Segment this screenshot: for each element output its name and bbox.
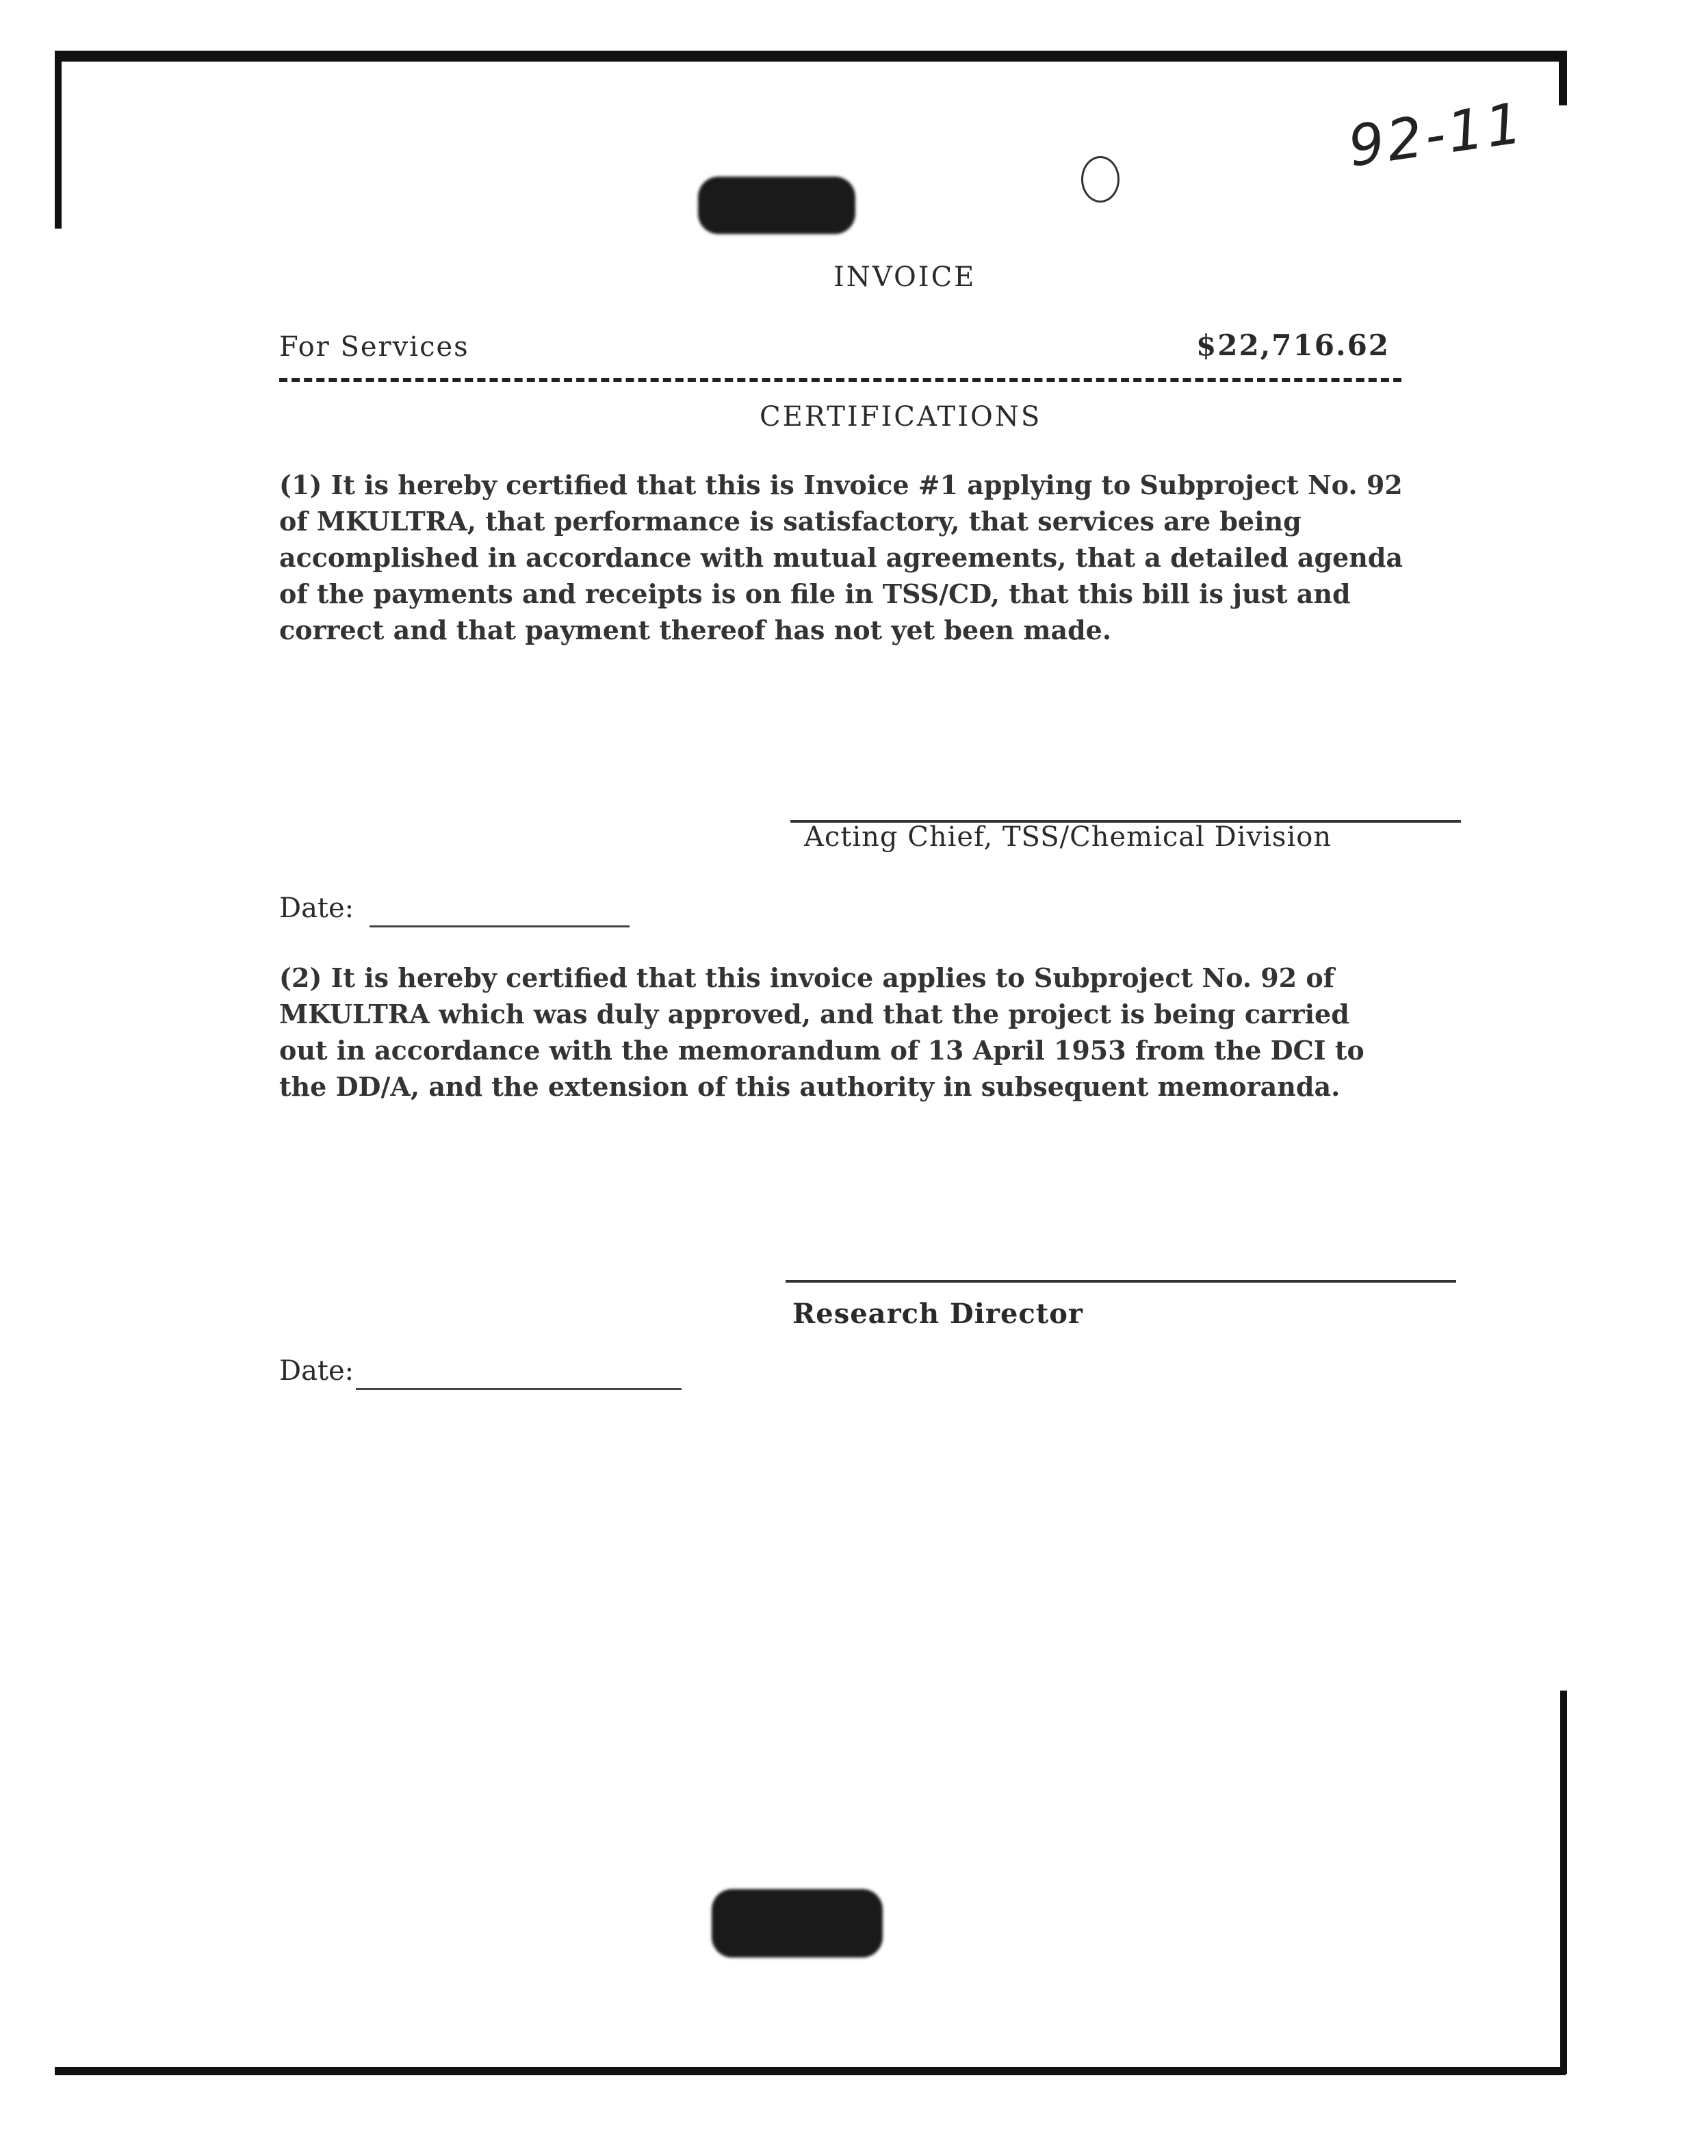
paragraph-line: accomplished in accordance with mutual agreements, that a detailed agenda — [279, 542, 1403, 573]
date-label-1: Date: — [279, 893, 354, 924]
paragraph-line: (2) It is hereby certified that this invoice applies to Subproject No. 92 of — [279, 962, 1335, 993]
certification-paragraph-1 — [279, 467, 1403, 648]
date-line-1 — [370, 925, 630, 927]
handwritten-document-number: 92-11 — [1344, 90, 1529, 180]
paragraph-line: of the payments and receipts is on file in TSS/CD, that this bill is just and — [279, 578, 1351, 609]
signatory-research-director: Research Director — [792, 1298, 1084, 1330]
for-services-label: For Services — [279, 331, 469, 363]
certifications-heading: CERTIFICATIONS — [760, 401, 1042, 433]
scan-border-right — [1559, 51, 1567, 105]
paragraph-line: (1) It is hereby certified that this is Invoice #1 applying to Subproject No. 92 — [279, 470, 1403, 500]
paragraph-line: correct and that payment thereof has not yet been made. — [279, 615, 1112, 645]
signatory-acting-chief: Acting Chief, TSS/Chemical Division — [804, 821, 1332, 853]
paragraph-line: of MKULTRA, that performance is satisfactory, that services are being — [279, 506, 1302, 537]
scan-border-right-lower — [1560, 1691, 1567, 2074]
scan-border-bottom — [55, 2067, 1566, 2075]
date-line-2 — [356, 1388, 682, 1390]
invoice-title: INVOICE — [833, 261, 976, 293]
paragraph-line: MKULTRA which was duly approved, and that the project is being carried — [279, 999, 1349, 1029]
dashed-divider — [279, 378, 1401, 382]
scan-border-left — [55, 51, 62, 229]
signature-line-2 — [786, 1280, 1456, 1283]
paragraph-line: the DD/A, and the extension of this authority in subsequent memoranda. — [279, 1071, 1341, 1102]
invoice-amount: $22,716.62 — [1196, 329, 1390, 362]
stamp-mark — [1081, 156, 1120, 203]
paragraph-line: out in accordance with the memorandum of 13 April 1953 from the DCI to — [279, 1035, 1364, 1066]
scan-border-top — [55, 51, 1566, 62]
redaction-mark-bottom — [712, 1889, 883, 1958]
redaction-mark-top — [698, 177, 855, 234]
certification-paragraph-2 — [279, 960, 1364, 1105]
date-label-2: Date: — [279, 1355, 354, 1387]
